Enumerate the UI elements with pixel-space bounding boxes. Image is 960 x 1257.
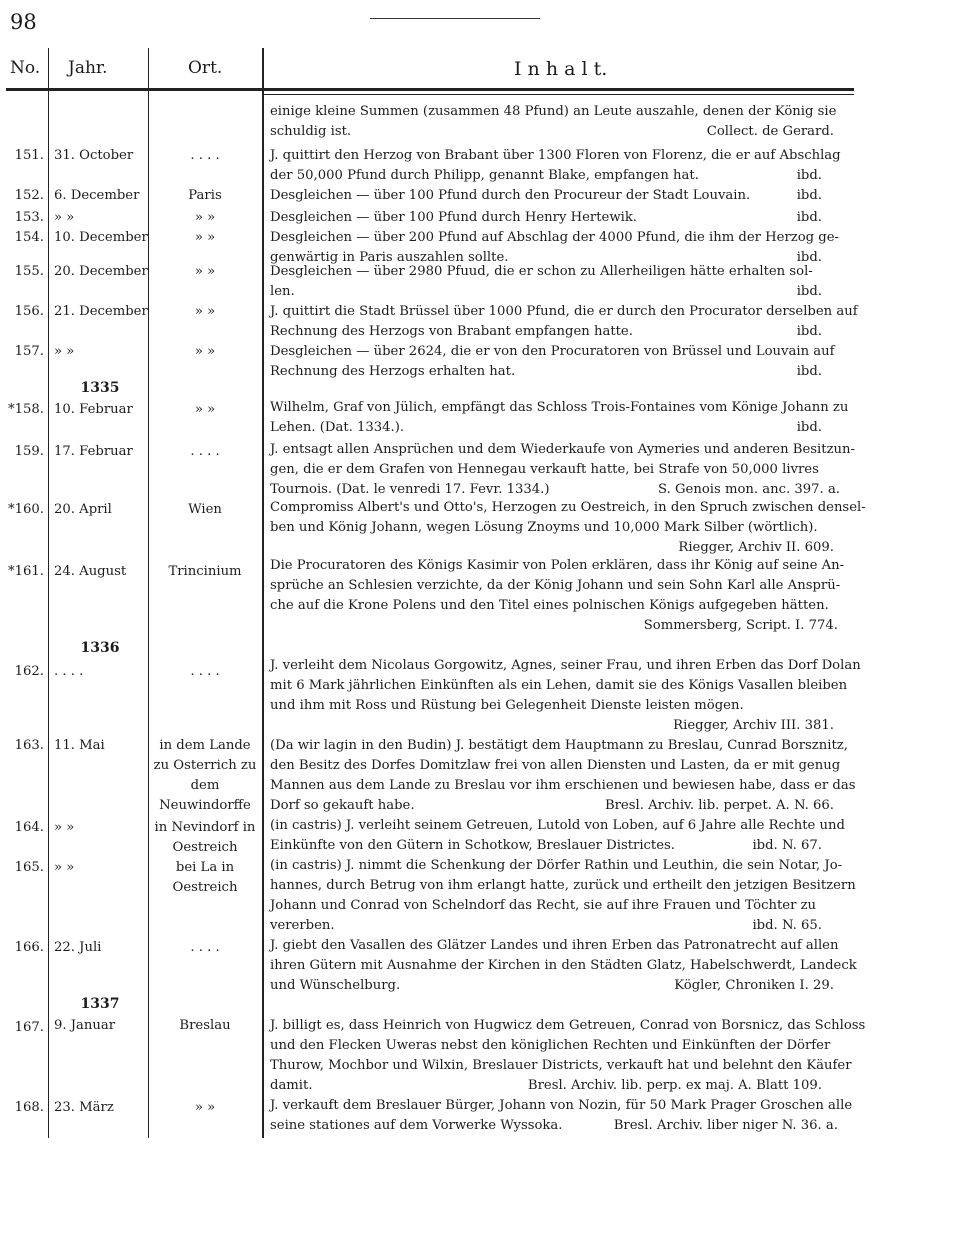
entry-date: 9. Januar — [54, 1018, 116, 1033]
column-divider — [262, 48, 264, 1138]
entry-date: » » — [54, 820, 75, 835]
entry-place: » » — [194, 210, 216, 225]
entry-text-line: Die Procuratoren des Königs Kasimir von Polen erklären, dass ihr König auf seine An- — [270, 558, 845, 573]
entry-date: » » — [54, 344, 75, 359]
header-underline — [6, 88, 854, 91]
entry-place: » » — [194, 402, 216, 417]
entry-place: » » — [194, 230, 216, 245]
entry-date: 11. Mai — [54, 738, 105, 753]
entry-source: Riegger, Archiv II. 609. — [678, 540, 834, 555]
entry-number: 167. — [14, 1020, 44, 1035]
entry-text-line: einige kleine Summen (zusammen 48 Pfund) an Leute auszahle, denen der König sie — [270, 104, 837, 119]
entry-content — [270, 186, 852, 206]
entry-text-line: J. entsagt allen Ansprüchen und dem Wiederkaufe von Aymeries und anderen Besitzun- — [270, 442, 855, 457]
entry-place: » » — [194, 304, 216, 319]
entry-place: in dem Lande zu Osterrich zu dem Neuwindorffe — [153, 738, 257, 813]
year-heading: 1336 — [80, 640, 120, 656]
entry-place: . . . . — [190, 664, 220, 679]
entry-number: *161. — [8, 564, 44, 579]
entry-text-line: schuldig ist. — [270, 124, 352, 139]
entry-text-line: J. billigt es, dass Heinrich von Hugwicz dem Getreuen, Conrad von Borsnicz, das Schloss — [270, 1018, 866, 1033]
entry-date: 20. December — [54, 264, 148, 279]
entry-text-line: damit. — [270, 1078, 313, 1093]
entry-content — [270, 656, 861, 736]
entry-date: 17. Februar — [54, 444, 133, 459]
header-underline-secondary — [262, 94, 854, 95]
entry-text-line: J. quittirt den Herzog von Brabant über 1300 Floren von Florenz, die er auf Abschlag — [270, 148, 841, 163]
entry-source: ibd. — [796, 250, 822, 265]
entry-place: Wien — [188, 502, 222, 517]
entry-source: Sommersberg, Script. I. 774. — [643, 618, 838, 633]
entry-source: ibd. N. 67. — [752, 838, 822, 853]
year-heading: 1337 — [80, 996, 120, 1012]
entry-text-line: und Wünschelburg. — [270, 978, 401, 993]
entry-source: ibd. — [796, 324, 822, 339]
entry-number: 152. — [14, 188, 44, 203]
entry-content — [270, 736, 856, 816]
entry-number: 156. — [14, 304, 44, 319]
entry-text-line: Wilhelm, Graf von Jülich, empfängt das Schloss Trois-Fontaines vom Könige Johann zu — [270, 400, 849, 415]
entry-date: . . . . — [54, 664, 84, 679]
entry-date: 24. August — [54, 564, 127, 579]
entry-content — [270, 1096, 852, 1136]
entry-number: 165. — [14, 860, 44, 875]
entry-number: 166. — [14, 940, 44, 955]
entry-text-line: ben und König Johann, wegen Lösung Znoyms und 10,000 Mark Silber (wörtlich). — [270, 520, 818, 535]
entry-text-line: Dorf so gekauft habe. — [270, 798, 415, 813]
entry-source: Riegger, Archiv III. 381. — [673, 718, 834, 733]
entry-number: *160. — [8, 502, 44, 517]
entry-source: ibd. — [796, 284, 822, 299]
entry-text-line: J. verleiht dem Nicolaus Gorgowitz, Agnes, seiner Frau, und ihren Erben das Dorf Dolan — [270, 658, 861, 673]
entry-text-line: den Besitz des Dorfes Domitzlaw frei von allen Diensten und Lasten, da er mit genug — [270, 758, 841, 773]
entry-text-line: Desgleichen — über 2624, die er von den Procuratoren von Brüssel und Louvain auf — [270, 344, 835, 359]
entry-source: ibd. — [796, 420, 822, 435]
page-number: 98 — [10, 10, 37, 34]
entry-text-line: Johann und Conrad von Schelndorf das Recht, sie auf ihre Frauen und Töchter zu — [270, 898, 817, 913]
entry-number: 154. — [14, 230, 44, 245]
entry-number: 157. — [14, 344, 44, 359]
entry-text-line: Rechnung des Herzogs erhalten hat. — [270, 364, 516, 379]
entry-text-line: Desgleichen — über 100 Pfund durch Henry Hertewik. — [270, 210, 638, 225]
entry-date: 10. December — [54, 230, 148, 245]
entry-place: . . . . — [190, 148, 220, 163]
entry-content — [270, 556, 852, 636]
entry-number: 159. — [14, 444, 44, 459]
entry-text-line: und ihm mit Ross und Rüstung bei Gelegenheit Dienste leisten mögen. — [270, 698, 744, 713]
entry-text-line: J. giebt den Vasallen des Glätzer Landes und ihren Erben das Patronatrecht auf allen — [270, 938, 839, 953]
entry-number: 163. — [14, 738, 44, 753]
entry-place: . . . . — [190, 444, 220, 459]
entry-date: 31. October — [54, 148, 134, 163]
entry-place: Breslau — [179, 1018, 231, 1033]
column-header-inhalt: I n h a l t. — [514, 58, 608, 80]
entry-text-line: sprüche an Schlesien verzichte, da der König Johann und sein Sohn Karl alle Ansprü- — [270, 578, 841, 593]
entry-text-line: (in castris) J. verleiht seinem Getreuen, Lutold von Loben, auf 6 Jahre alle Rechte und — [270, 818, 845, 833]
entry-date: 20. April — [54, 502, 112, 517]
entry-date: » » — [54, 210, 75, 225]
entry-text-line: seine stationes auf dem Vorwerke Wyssoka. — [270, 1118, 563, 1133]
entry-source: ibd. N. 65. — [752, 918, 822, 933]
column-header-jahr: Jahr. — [68, 58, 108, 78]
entry-number: 162. — [14, 664, 44, 679]
entry-place: bei La in Oestreich — [172, 860, 238, 895]
entry-source: Bresl. Archiv. liber niger N. 36. a. — [613, 1118, 838, 1133]
entry-source: Collect. de Gerard. — [706, 124, 834, 139]
entry-content — [270, 342, 852, 382]
entry-content — [270, 302, 858, 342]
entry-text-line: mit 6 Mark jährlichen Einkünften als ein Lehen, damit sie des Königs Vasallen bleiben — [270, 678, 848, 693]
entry-number: 151. — [14, 148, 44, 163]
entry-text-line: Tournois. (Dat. le venredi 17. Fevr. 1334.) — [270, 482, 550, 497]
entry-text-line: Einkünfte von den Gütern in Schotkow, Breslauer Districtes. — [270, 838, 675, 853]
entry-text-line: hannes, durch Betrug von ihm erlangt hatte, zurück und ertheilt den jetzigen Besitzern — [270, 878, 856, 893]
entry-content — [270, 440, 855, 500]
entry-text-line: genwärtig in Paris auszahlen sollte. — [270, 250, 509, 265]
entry-source: ibd. — [796, 188, 822, 203]
entry-date: 23. März — [54, 1100, 114, 1115]
entry-text-line: Desgleichen — über 2980 Pfuud, die er schon zu Allerheiligen hätte erhalten sol- — [270, 264, 813, 279]
entry-text-line: Desgleichen — über 200 Pfund auf Abschlag der 4000 Pfund, die ihm der Herzog ge- — [270, 230, 840, 245]
entry-content — [270, 856, 856, 936]
entry-text-line: len. — [270, 284, 295, 299]
entry-content — [270, 1016, 866, 1096]
entry-date: 10. Februar — [54, 402, 133, 417]
entry-number: 153. — [14, 210, 44, 225]
entry-text-line: che auf die Krone Polens und den Titel eines polnischen Königs aufgegeben hätten. — [270, 598, 829, 613]
entry-source: ibd. — [796, 168, 822, 183]
entry-content — [270, 208, 852, 228]
continuation-entry — [270, 102, 852, 142]
entry-date: 22. Juli — [54, 940, 102, 955]
entry-place: » » — [194, 344, 216, 359]
entry-number: 168. — [14, 1100, 44, 1115]
entry-place: » » — [194, 1100, 216, 1115]
entry-text-line: (in castris) J. nimmt die Schenkung der Dörfer Rathin und Leuthin, die sein Notar, Jo- — [270, 858, 843, 873]
column-header-no: No. — [10, 58, 41, 78]
entry-number: 164. — [14, 820, 44, 835]
entry-text-line: ihren Gütern mit Ausnahme der Kirchen in den Städten Glatz, Habelschwerdt, Landeck — [270, 958, 857, 973]
column-divider — [48, 48, 49, 1138]
entry-text-line: Rechnung des Herzogs von Brabant empfangen hatte. — [270, 324, 633, 339]
entry-text-line: Mannen aus dem Lande zu Breslau vor ihm erschienen und bewiesen habe, dass er das — [270, 778, 856, 793]
entry-date: 21. December — [54, 304, 148, 319]
entry-source: Kögler, Chroniken I. 29. — [674, 978, 834, 993]
column-header-ort: Ort. — [188, 58, 223, 78]
entry-source: S. Genois mon. anc. 397. a. — [658, 482, 840, 497]
entry-text-line: Compromiss Albert's und Otto's, Herzogen zu Oestreich, in den Spruch zwischen densel- — [270, 500, 866, 515]
entry-date: » » — [54, 860, 75, 875]
column-divider — [148, 48, 149, 1138]
entry-text-line: J. quittirt die Stadt Brüssel über 1000 Pfund, die er durch den Procurator derselben auf — [270, 304, 858, 319]
entry-content — [270, 498, 866, 558]
entry-date: 6. December — [54, 188, 140, 203]
entry-place: » » — [194, 264, 216, 279]
entry-content — [270, 262, 852, 302]
entry-text-line: gen, die er dem Grafen von Hennegau verkauft hatte, bei Strafe von 50,000 livres — [270, 462, 819, 477]
entry-source: ibd. — [796, 210, 822, 225]
entry-text-line: Thurow, Mochbor und Wilxin, Breslauer Districts, verkauft hat und belehnt den Käufer — [270, 1058, 852, 1073]
entry-text-line: (Da wir lagin in den Budin) J. bestätigt dem Hauptmann zu Breslau, Cunrad Borsznitz, — [270, 738, 848, 753]
entry-content — [270, 936, 857, 996]
entry-number: 155. — [14, 264, 44, 279]
entry-text-line: und den Flecken Uweras nebst den königlichen Rechten und Einkünften der Dörfer — [270, 1038, 831, 1053]
header-rule — [370, 18, 540, 19]
entry-number: *158. — [8, 402, 44, 417]
entry-content — [270, 816, 852, 856]
entry-place: Trincinium — [168, 564, 242, 579]
entry-place: Paris — [188, 188, 222, 203]
entry-content — [270, 146, 852, 186]
entry-text-line: Lehen. (Dat. 1334.). — [270, 420, 405, 435]
entry-text-line: Desgleichen — über 100 Pfund durch den Procureur der Stadt Louvain. — [270, 188, 751, 203]
entry-place: . . . . — [190, 940, 220, 955]
entry-source: Bresl. Archiv. lib. perp. ex maj. A. Blatt 109. — [527, 1078, 822, 1093]
entry-text-line: J. verkauft dem Breslauer Bürger, Johann von Nozin, für 50 Mark Prager Groschen alle — [270, 1098, 853, 1113]
entry-text-line: der 50,000 Pfund durch Philipp, genannt Blake, empfangen hat. — [270, 168, 699, 183]
entry-content — [270, 398, 852, 438]
entry-source: ibd. — [796, 364, 822, 379]
entry-text-line: vererben. — [270, 918, 335, 933]
entry-source: Bresl. Archiv. lib. perpet. A. N. 66. — [604, 798, 834, 813]
year-heading: 1335 — [80, 380, 120, 396]
entry-place: in Nevindorf in Oestreich — [154, 820, 256, 855]
